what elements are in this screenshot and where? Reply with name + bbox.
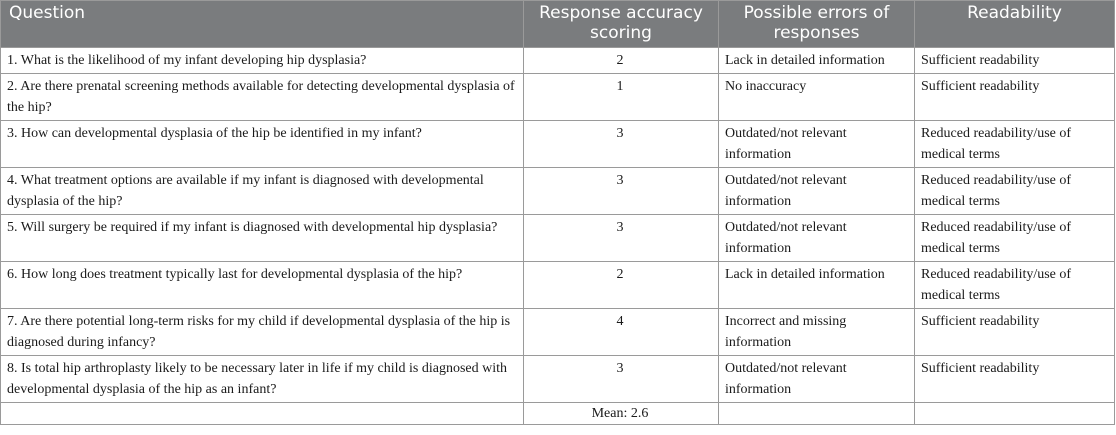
score-cell: 2 (524, 262, 719, 309)
readability-cell: Sufficient readability (915, 74, 1115, 121)
readability-cell: Sufficient readability (915, 356, 1115, 403)
errors-cell: Outdated/not relevant information (719, 356, 915, 403)
readability-cell: Reduced readability/use of medical terms (915, 262, 1115, 309)
header-possible-errors: Possible errors of responses (719, 1, 915, 48)
table-body (1, 48, 1115, 425)
errors-cell: Incorrect and missing information (719, 309, 915, 356)
score-cell: 4 (524, 309, 719, 356)
question-cell: 2. Are there prenatal screening methods available for detecting developmental dysplasia of the hip? (1, 74, 524, 121)
score-cell: 2 (524, 48, 719, 74)
question-cell: 8. Is total hip arthroplasty likely to be necessary later in life if my child is diagnosed with developmental dysplasia of the hip as an infant? (1, 356, 524, 403)
question-cell: 4. What treatment options are available if my infant is diagnosed with developmental dysplasia of the hip? (1, 168, 524, 215)
table-row (1, 309, 1115, 356)
header-row (1, 1, 1115, 48)
mean-row (1, 403, 1115, 425)
score-cell: 1 (524, 74, 719, 121)
header-readability: Readability (915, 1, 1115, 48)
question-cell: 1. What is the likelihood of my infant developing hip dysplasia? (1, 48, 524, 74)
mean-empty-cell (1, 403, 524, 425)
header-question: Question (1, 1, 524, 48)
question-cell: 6. How long does treatment typically last for developmental dysplasia of the hip? (1, 262, 524, 309)
readability-cell: Sufficient readability (915, 48, 1115, 74)
readability-cell: Sufficient readability (915, 309, 1115, 356)
errors-cell: Outdated/not relevant information (719, 215, 915, 262)
readability-cell: Reduced readability/use of medical terms (915, 168, 1115, 215)
table-row (1, 121, 1115, 168)
score-cell: 3 (524, 215, 719, 262)
mean-empty-cell (915, 403, 1115, 425)
table-header (1, 1, 1115, 48)
question-cell: 3. How can developmental dysplasia of the hip be identified in my infant? (1, 121, 524, 168)
errors-cell: Outdated/not relevant information (719, 121, 915, 168)
question-cell: 7. Are there potential long-term risks for my child if developmental dysplasia of the hip is diagnosed during infancy? (1, 309, 524, 356)
errors-cell: No inaccuracy (719, 74, 915, 121)
readability-cell: Reduced readability/use of medical terms (915, 215, 1115, 262)
header-accuracy-scoring: Response accuracy scoring (524, 1, 719, 48)
table-row (1, 356, 1115, 403)
question-cell: 5. Will surgery be required if my infant is diagnosed with developmental hip dysplasia? (1, 215, 524, 262)
errors-cell: Lack in detailed information (719, 262, 915, 309)
readability-cell: Reduced readability/use of medical terms (915, 121, 1115, 168)
table-row (1, 168, 1115, 215)
score-cell: 3 (524, 356, 719, 403)
table-row (1, 48, 1115, 74)
errors-cell: Lack in detailed information (719, 48, 915, 74)
score-cell: 3 (524, 168, 719, 215)
table-row (1, 74, 1115, 121)
mean-value-cell: Mean: 2.6 (524, 403, 719, 425)
mean-empty-cell (719, 403, 915, 425)
score-cell: 3 (524, 121, 719, 168)
table-row (1, 215, 1115, 262)
errors-cell: Outdated/not relevant information (719, 168, 915, 215)
table-row (1, 262, 1115, 309)
